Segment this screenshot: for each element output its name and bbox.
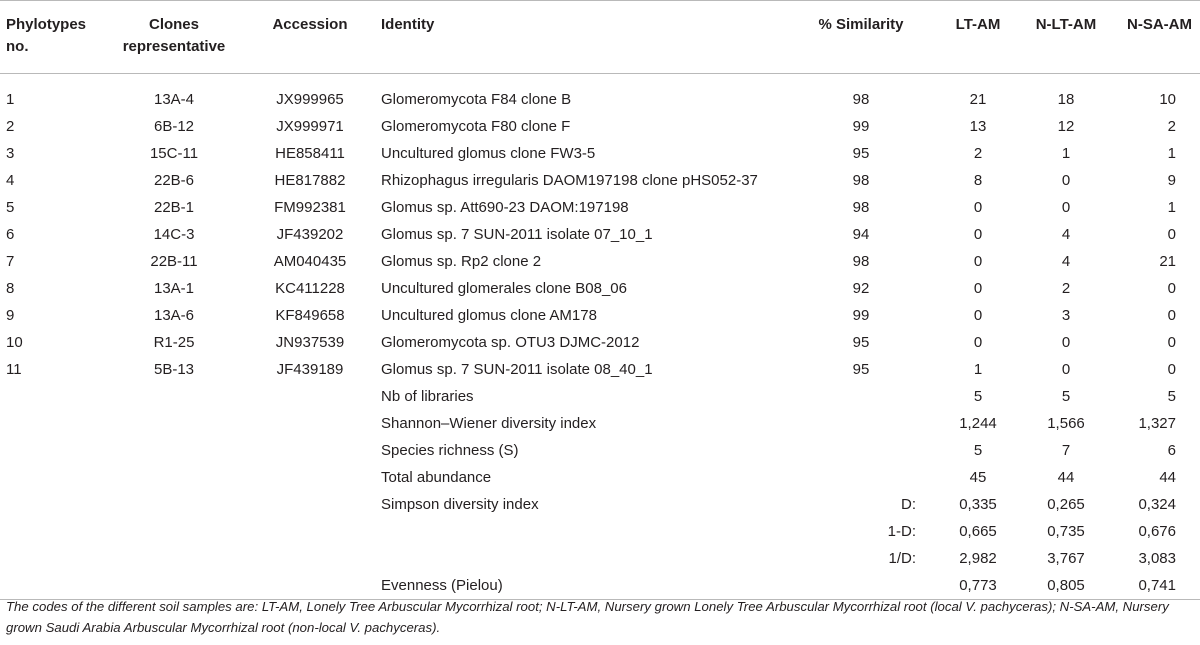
cell-n-sa-am: 6 [1167,442,1176,459]
cell-identity: Uncultured glomus clone AM178 [381,307,597,324]
summary-row [0,383,1200,410]
header-phylotypes-line2: no. [6,38,29,55]
header-row [0,1,1200,74]
table-row [0,221,1200,248]
cell-phylotype-no: 10 [6,334,23,351]
header-accession: Accession [272,16,348,33]
cell-identity: Uncultured glomerales clone B08_06 [381,280,627,297]
cell-empty [98,437,250,464]
cell-phylotype-no: 11 [6,361,22,378]
cell-empty [98,491,250,518]
cell-accession: HE858411 [275,145,345,162]
cell-n-sa-am: 0 [1167,226,1176,243]
cell-n-sa-am: 1 [1167,199,1176,216]
cell-identity: Glomeromycota sp. OTU3 DJMC-2012 [381,334,640,351]
cell-clone: 6B-12 [153,118,195,135]
cell-summary-label: Species richness (S) [381,442,519,459]
cell-lt-am: 0 [973,199,983,216]
cell-accession: KC411228 [275,280,345,297]
cell-summary-label: Total abundance [381,469,492,486]
cell-lt-am: 1,244 [959,415,997,432]
table-row [0,356,1200,383]
cell-n-sa-am: 3,083 [1138,550,1176,567]
cell-empty [0,518,98,545]
cell-summary-label [370,518,794,545]
cell-n-lt-am: 0,805 [1047,577,1085,594]
cell-similarity: 99 [852,118,870,135]
cell-n-lt-am: 1,566 [1047,415,1085,432]
cell-n-lt-am: 2 [1061,280,1071,297]
cell-identity: Glomus sp. Rp2 clone 2 [381,253,542,270]
cell-phylotype-no: 3 [6,145,15,162]
header-clones-line1: Clones [148,16,199,33]
cell-summary-sublabel: D: [901,496,916,513]
cell-accession: JF439189 [276,361,344,378]
summary-row [0,491,1200,518]
header-lt-am: LT-AM [955,16,1001,33]
cell-clone: 15C-11 [149,145,199,162]
cell-similarity: 94 [852,226,870,243]
summary-row [0,545,1200,572]
cell-clone: 13A-6 [153,307,195,324]
cell-accession: KF849658 [275,307,345,324]
cell-clone: 22B-6 [153,172,195,189]
cell-accession: JX999971 [276,118,344,135]
table-row [0,329,1200,356]
cell-lt-am: 0 [973,253,983,270]
cell-identity: Rhizophagus irregularis DAOM197198 clone pHS052-37 [381,172,758,189]
table-row [0,167,1200,194]
table-footnote: The codes of the different soil samples are: LT-AM, Lonely Tree Arbuscular Mycorrhizal root; N-LT-AM, Nursery grown Lonely Tree Arbuscular Mycorrhizal root (local V. pachyceras); N-SA-AM, Nursery grown Saudi Arabia Arbuscular Mycorrhizal root (non-local V. pachyceras). [6,599,1169,635]
header-n-lt-am: N-LT-AM [1035,16,1097,33]
cell-lt-am: 13 [969,118,987,135]
cell-n-lt-am: 0 [1061,199,1071,216]
cell-similarity: 98 [852,91,870,108]
cell-phylotype-no: 4 [6,172,15,189]
cell-n-lt-am: 4 [1061,253,1071,270]
cell-clone: 22B-1 [153,199,195,216]
cell-similarity: 98 [852,253,870,270]
cell-lt-am: 0 [973,226,983,243]
cell-phylotype-no: 8 [6,280,15,297]
cell-n-sa-am: 5 [1167,388,1176,405]
cell-empty [250,518,370,545]
cell-n-lt-am: 5 [1061,388,1071,405]
cell-lt-am: 5 [973,442,983,459]
cell-n-sa-am: 21 [1159,253,1176,270]
cell-n-sa-am: 0 [1167,361,1176,378]
cell-accession: JN937539 [275,334,345,351]
cell-empty [98,464,250,491]
cell-summary-label: Nb of libraries [381,388,474,405]
cell-phylotype-no: 1 [6,91,15,108]
cell-phylotype-no: 5 [6,199,15,216]
cell-empty [98,410,250,437]
cell-n-sa-am: 1,327 [1138,415,1176,432]
summary-row [0,410,1200,437]
cell-n-lt-am: 0,265 [1047,496,1085,513]
header-n-sa-am: N-SA-AM [1127,16,1192,33]
cell-empty [0,545,98,572]
cell-summary-sublabel [794,410,928,437]
cell-lt-am: 0,665 [959,523,997,540]
cell-accession: JF439202 [276,226,344,243]
cell-phylotype-no: 6 [6,226,15,243]
cell-empty [0,410,98,437]
cell-clone: R1-25 [153,334,195,351]
spacer-cell [0,74,1200,87]
header-phylotypes-line1: Phylotypes [6,16,87,33]
cell-clone: 13A-4 [153,91,195,108]
table-row [0,275,1200,302]
cell-lt-am: 8 [973,172,983,189]
cell-empty [250,410,370,437]
cell-empty [98,545,250,572]
cell-lt-am: 2 [973,145,983,162]
cell-lt-am: 2,982 [959,550,997,567]
cell-empty [0,437,98,464]
cell-similarity: 92 [852,280,870,297]
cell-n-lt-am: 44 [1057,469,1075,486]
cell-empty [250,545,370,572]
cell-n-lt-am: 0 [1061,334,1071,351]
cell-empty [98,383,250,410]
cell-n-lt-am: 7 [1061,442,1071,459]
cell-n-sa-am: 0 [1167,334,1176,351]
cell-similarity: 99 [852,307,870,324]
cell-identity: Glomus sp. 7 SUN-2011 isolate 08_40_1 [381,361,653,378]
cell-empty [250,491,370,518]
cell-lt-am: 5 [973,388,983,405]
cell-accession: HE817882 [274,172,346,189]
cell-identity: Glomus sp. Att690-23 DAOM:197198 [381,199,629,216]
cell-identity: Glomeromycota F80 clone F [381,118,571,135]
table-row [0,194,1200,221]
cell-n-sa-am: 1 [1167,145,1176,162]
header-clones-line2: representative [122,38,226,55]
cell-summary-label: Simpson diversity index [381,496,539,513]
cell-n-lt-am: 12 [1057,118,1075,135]
cell-n-sa-am: 0,741 [1138,577,1176,594]
cell-identity: Glomus sp. 7 SUN-2011 isolate 07_10_1 [381,226,653,243]
cell-n-sa-am: 0 [1167,280,1176,297]
cell-similarity: 98 [852,199,870,216]
cell-lt-am: 0,335 [959,496,997,513]
cell-empty [0,491,98,518]
cell-n-sa-am: 0 [1167,307,1176,324]
table-row [0,86,1200,113]
table-row [0,113,1200,140]
cell-empty [0,464,98,491]
cell-phylotype-no: 9 [6,307,15,324]
cell-summary-sublabel [794,383,928,410]
summary-row [0,464,1200,491]
cell-lt-am: 0 [973,280,983,297]
cell-phylotype-no: 7 [6,253,15,270]
cell-clone: 22B-11 [150,253,198,270]
cell-lt-am: 45 [969,469,987,486]
cell-n-lt-am: 0,735 [1047,523,1085,540]
cell-phylotype-no: 2 [6,118,15,135]
cell-empty [250,383,370,410]
cell-similarity: 98 [852,172,870,189]
cell-accession: AM040435 [273,253,347,270]
summary-row [0,437,1200,464]
cell-n-lt-am: 0 [1061,172,1071,189]
cell-empty [0,383,98,410]
cell-n-sa-am: 0,676 [1138,523,1176,540]
cell-lt-am: 21 [969,91,987,108]
cell-summary-label: Evenness (Pielou) [381,577,503,594]
cell-n-sa-am: 44 [1159,469,1176,486]
cell-similarity: 95 [852,145,870,162]
cell-empty [250,464,370,491]
cell-lt-am: 0 [973,334,983,351]
header-phylotypes [0,1,98,74]
cell-clone: 5B-13 [153,361,195,378]
cell-n-lt-am: 3,767 [1047,550,1085,567]
summary-row [0,518,1200,545]
cell-n-lt-am: 0 [1061,361,1071,378]
cell-accession: JX999965 [276,91,344,108]
cell-summary-sublabel [794,437,928,464]
cell-empty [250,437,370,464]
cell-identity: Uncultured glomus clone FW3-5 [381,145,596,162]
cell-identity: Glomeromycota F84 clone B [381,91,572,108]
header-identity: Identity [381,16,435,33]
spacer-row [0,74,1200,87]
table-row [0,248,1200,275]
cell-similarity: 95 [852,361,870,378]
header-similarity: % Similarity [818,16,904,33]
cell-similarity: 95 [852,334,870,351]
cell-clone: 13A-1 [153,280,195,297]
cell-summary-sublabel: 1-D: [887,523,916,540]
cell-empty [98,518,250,545]
cell-n-sa-am: 10 [1159,91,1176,108]
table-row [0,302,1200,329]
cell-n-lt-am: 3 [1061,307,1071,324]
cell-lt-am: 0,773 [959,577,997,594]
table-row [0,140,1200,167]
cell-lt-am: 1 [973,361,983,378]
cell-summary-sublabel [794,464,928,491]
cell-accession: FM992381 [274,199,346,216]
cell-summary-label: Shannon–Wiener diversity index [381,415,597,432]
header-clones [98,1,250,74]
cell-n-lt-am: 1 [1061,145,1071,162]
cell-lt-am: 0 [973,307,983,324]
cell-summary-label [370,545,794,572]
cell-n-sa-am: 2 [1167,118,1176,135]
cell-clone: 14C-3 [153,226,195,243]
cell-n-sa-am: 0,324 [1138,496,1176,513]
cell-n-lt-am: 4 [1061,226,1071,243]
cell-n-sa-am: 9 [1167,172,1176,189]
cell-summary-sublabel: 1/D: [888,550,916,567]
cell-n-lt-am: 18 [1057,91,1075,108]
